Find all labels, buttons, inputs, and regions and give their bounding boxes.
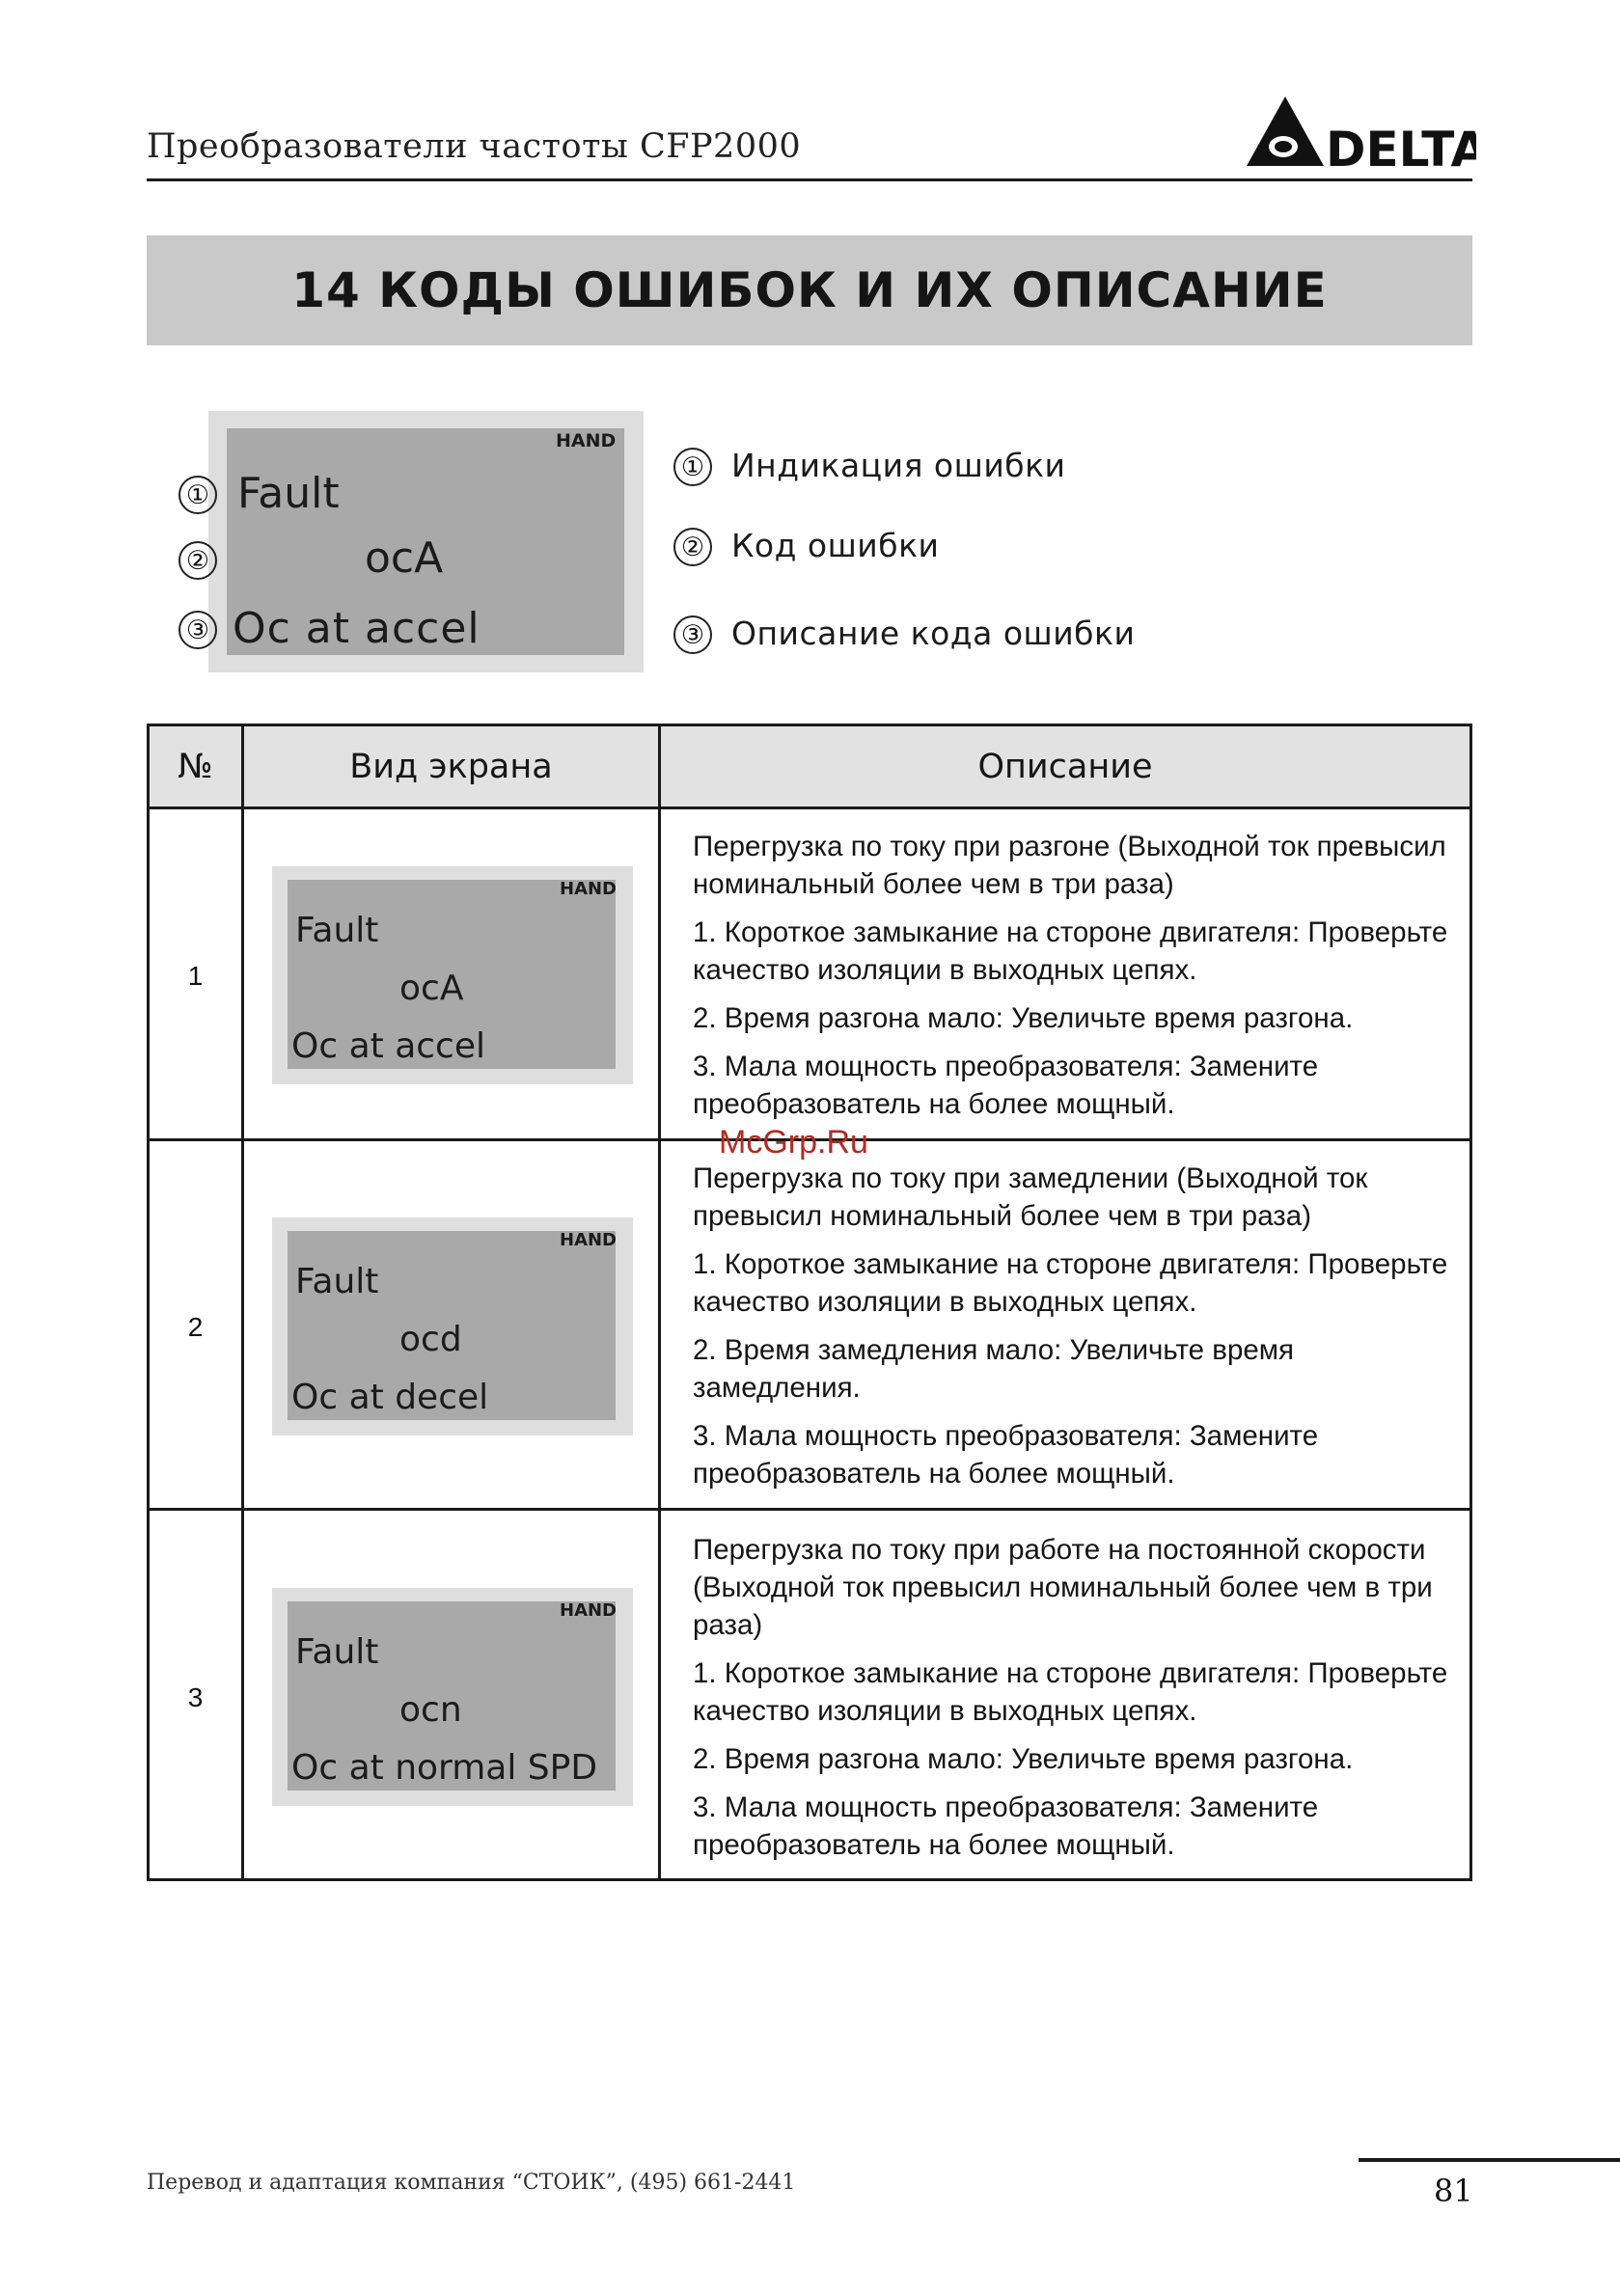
description-item: 1. Короткое замыкание на стороне двигателя: Проверьте качество изоляции в выходных цепях. xyxy=(693,916,1448,986)
column-divider xyxy=(241,724,244,1881)
description-item: 3. Мала мощность преобразователя: Замените преобразователь на более мощный. xyxy=(693,1051,1319,1120)
row-number: 1 xyxy=(187,961,204,991)
footer-rule xyxy=(1359,2158,1620,2162)
legend-hand-label: HAND xyxy=(556,430,617,451)
lcd-line1: Fault xyxy=(295,1632,379,1672)
description-item: 3. Мала мощность преобразователя: Замените преобразователь на более мощный. xyxy=(693,1791,1319,1861)
description-item: 3. Мала мощность преобразователя: Замените преобразователь на более мощный. xyxy=(693,1420,1319,1490)
watermark: McGrp.Ru xyxy=(719,1124,868,1161)
legend-lcd-line1: Fault xyxy=(237,469,340,518)
page-number: 81 xyxy=(1434,2173,1473,2209)
lcd-line1: Fault xyxy=(295,911,379,950)
legend-lcd-line3: Oc at accel xyxy=(233,604,481,653)
description-summary: Перегрузка по току при разгоне (Выходной ток превысил номинальный более чем в три раза) xyxy=(693,831,1446,900)
lcd-error-code: ocd xyxy=(399,1320,462,1359)
chapter-title: 14 КОДЫ ОШИБОК И ИХ ОПИСАНИЕ xyxy=(291,262,1328,318)
row-divider xyxy=(147,1508,1472,1511)
legend-marker-3: ③ xyxy=(178,611,217,649)
description-item: 1. Короткое замыкание на стороне двигателя: Проверьте качество изоляции в выходных цепях. xyxy=(693,1248,1448,1318)
lcd-line1: Fault xyxy=(295,1262,379,1301)
legend-item-2: Код ошибки xyxy=(731,527,940,564)
column-divider xyxy=(658,724,661,1881)
legend-lcd-line2: ocA xyxy=(365,533,444,583)
column-header-description: Описание xyxy=(977,748,1153,786)
description-summary: Перегрузка по току при работе на постоянной скорости (Выходной ток превысил номинальный более чем в три раза) xyxy=(693,1534,1433,1641)
legend-item-3: Описание кода ошибки xyxy=(731,615,1136,652)
legend-item-marker-1: ① xyxy=(673,448,712,486)
lcd-hand-label: HAND xyxy=(560,879,618,899)
description-summary: Перегрузка по току при замедлении (Выходной ток превысил номинальный более чем в три раза) xyxy=(693,1162,1368,1232)
delta-logo xyxy=(1245,93,1476,170)
row-description xyxy=(693,1160,1465,1503)
column-header-num: № xyxy=(178,748,213,786)
header-rule xyxy=(147,178,1472,181)
legend-marker-1: ① xyxy=(178,476,217,514)
lcd-line3: Oc at accel xyxy=(291,1026,485,1066)
description-item: 1. Короткое замыкание на стороне двигателя: Проверьте качество изоляции в выходных цепях. xyxy=(693,1657,1448,1727)
row-number: 3 xyxy=(187,1682,204,1712)
legend-marker-2: ② xyxy=(178,541,217,580)
chapter-banner xyxy=(147,235,1472,345)
row-divider xyxy=(147,806,1472,809)
svg-text:DELTA: DELTA xyxy=(1326,122,1476,170)
column-header-screen: Вид экрана xyxy=(349,748,553,786)
lcd-hand-label: HAND xyxy=(560,1600,618,1621)
row-description xyxy=(693,1531,1465,1874)
legend-item-1: Индикация ошибки xyxy=(731,447,1066,484)
lcd-hand-label: HAND xyxy=(560,1230,618,1250)
legend-item-marker-3: ③ xyxy=(673,615,712,654)
lcd-error-code: ocn xyxy=(399,1690,462,1730)
description-item: 2. Время разгона мало: Увеличьте время разгона. xyxy=(693,1743,1354,1775)
footer-note: Перевод и адаптация компания “СТОИК”, (495) 661-2441 xyxy=(147,2171,796,2195)
row-number: 2 xyxy=(187,1312,204,1342)
lcd-line3: Oc at normal SPD xyxy=(291,1748,598,1788)
description-item: 2. Время замедления мало: Увеличьте время замедления. xyxy=(693,1334,1295,1404)
lcd-line3: Oc at decel xyxy=(291,1378,489,1417)
document-title: Преобразователи частоты CFP2000 xyxy=(147,127,802,166)
row-description xyxy=(693,828,1465,1134)
description-item: 2. Время разгона мало: Увеличьте время разгона. xyxy=(693,1002,1354,1034)
legend-item-marker-2: ② xyxy=(673,528,712,566)
lcd-error-code: ocA xyxy=(399,969,464,1008)
